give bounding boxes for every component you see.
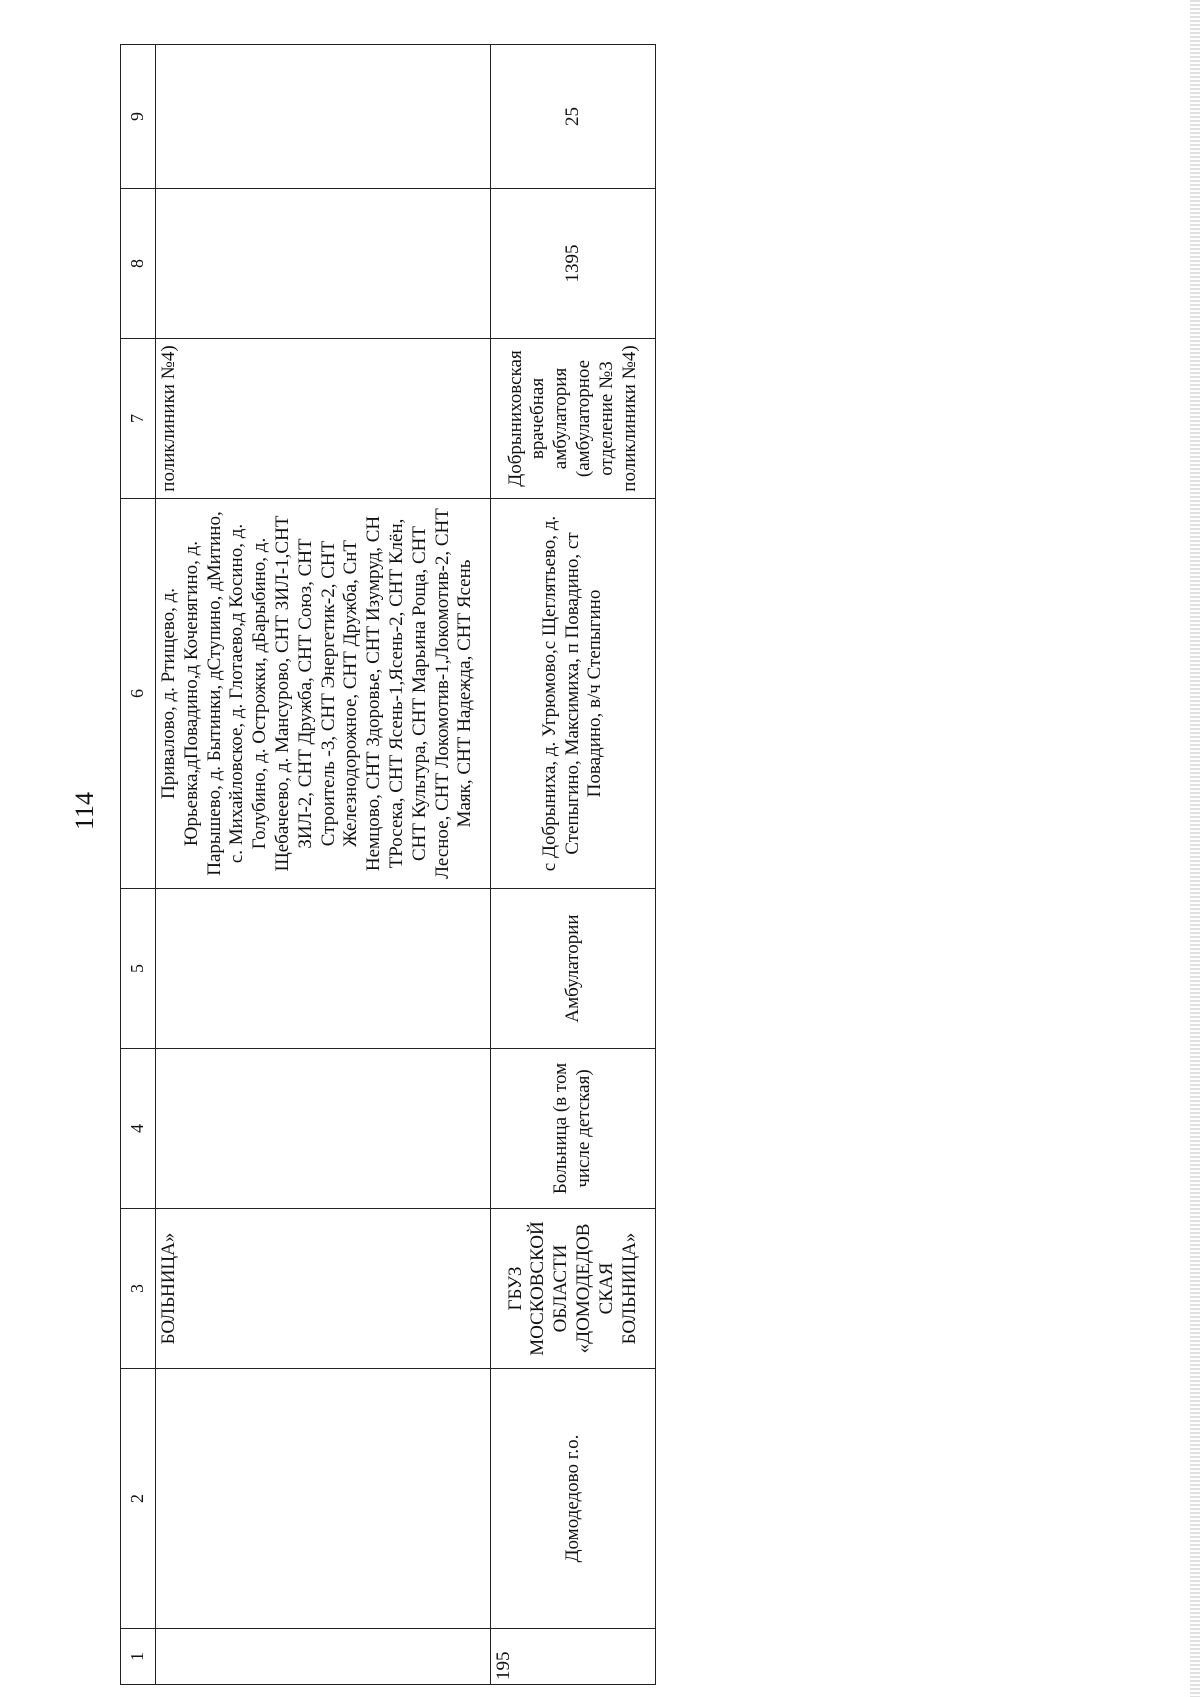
cell-facility-type: Больница (в том числе детская) <box>491 1049 656 1209</box>
header-col-5: 5 <box>121 889 156 1049</box>
header-col-4: 4 <box>121 1049 156 1209</box>
header-col-3: 3 <box>121 1209 156 1369</box>
cell-distance: 25 <box>491 45 656 189</box>
header-col-1: 1 <box>121 1629 156 1685</box>
header-col-2: 2 <box>121 1369 156 1629</box>
cell-distance <box>156 45 491 189</box>
cell-municipality <box>156 1369 491 1629</box>
cell-number <box>156 1629 491 1685</box>
cell-settlements: с Добрыниха, д. Угрюмово,с Щеглятьево, д. Степыгино, Максимиха, п Повадино, ст Повадино, в/ч Степыгино <box>491 499 656 889</box>
rotated-table-container <box>120 45 1045 1685</box>
cell-institution: БОЛЬНИЦА» <box>156 1209 491 1369</box>
header-col-6: 6 <box>121 499 156 889</box>
cell-unit-type: Амбулатории <box>491 889 656 1049</box>
header-row <box>121 45 156 1685</box>
cell-number: 195 <box>491 1629 656 1685</box>
cell-municipality: Домодедово г.о. <box>491 1369 656 1629</box>
cell-population <box>156 189 491 339</box>
cell-settlements: Привалово, д. Ртищево, д. Юрьевка,дПовадино,д Коченягино, д. Парышево, д. Бытинки, дСтупино, дМитино, с. Михайловское, д. Глотаево,д Косино, д. Голубино, д. Острожки, дБарыбино, д. Щебачеево, д. Мансурово, СНТ ЗИЛ-1,СНТ ЗИЛ-2, СНТ Дружба, СНТ Союз, СНТ Строитель -3, СНТ Энергетик-2, СНТ Железнодорожное, СНТ Дружба, СнТ Немцово, СНТ Здоровье, СНТ Изумруд, СН ТРосека, СНТ Ясень-1,Ясень-2, СНТ Клён, СНТ Культура, СНТ Марьина Роща, СНТ Лесное, СНТ Локомотив-1,Локомотив-2, СНТ Маяк, СНТ Надежда, СНТ Ясень <box>156 499 491 889</box>
cell-unit-type <box>156 889 491 1049</box>
cell-department: Добрыниховская врачебная амбулатория (амбулаторное отделение №3 поликлиники №4) <box>491 339 656 499</box>
table-row-continuation <box>156 45 491 1685</box>
header-col-9: 9 <box>121 45 156 189</box>
cell-population: 1395 <box>491 189 656 339</box>
data-table <box>120 44 656 1685</box>
header-col-8: 8 <box>121 189 156 339</box>
cell-institution: ГБУЗ МОСКОВСКОЙ ОБЛАСТИ «ДОМОДЕДОВ СКАЯ БОЛЬНИЦА» <box>491 1209 656 1369</box>
page-number: 114 <box>70 791 99 830</box>
scan-edge-artifact <box>1190 0 1200 1697</box>
header-col-7: 7 <box>121 339 156 499</box>
cell-facility-type <box>156 1049 491 1209</box>
table-row-195 <box>491 45 656 1685</box>
cell-department: поликлиники №4) <box>156 339 491 499</box>
